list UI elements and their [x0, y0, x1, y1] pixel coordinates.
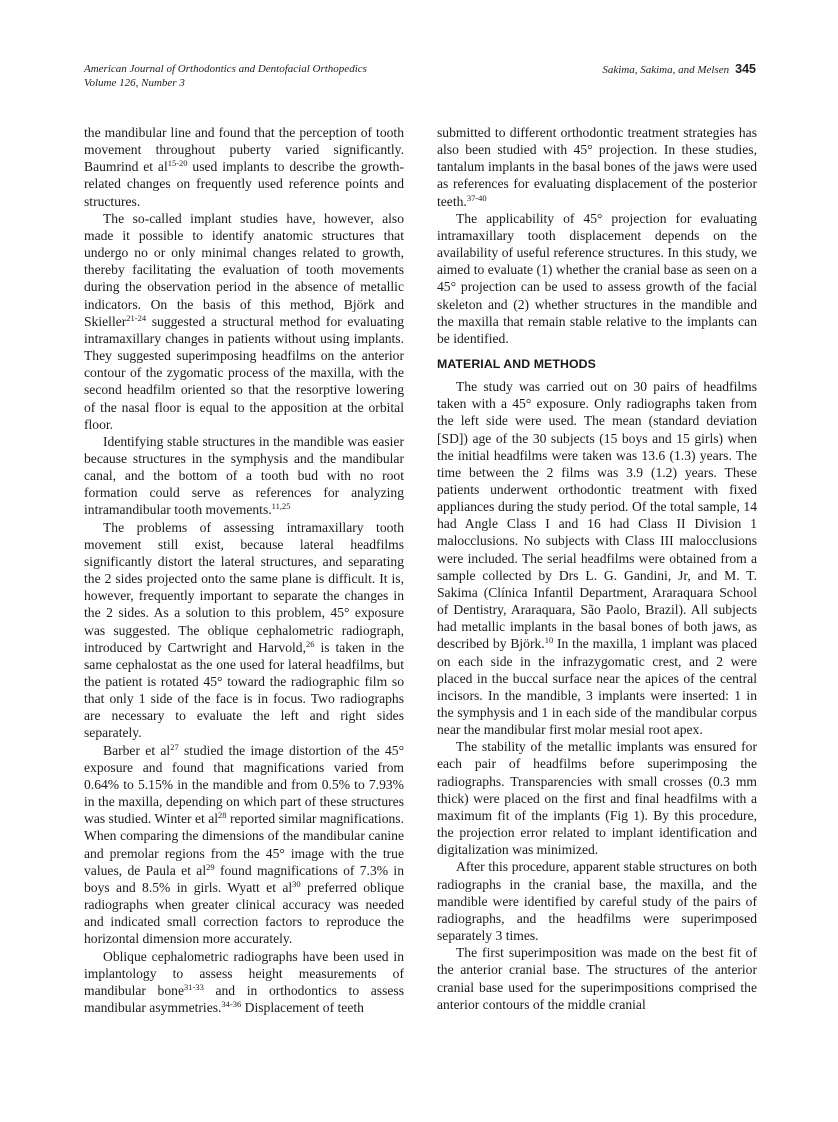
- paragraph: [437, 124, 757, 210]
- right-column: [437, 124, 757, 1013]
- page-number: 345: [735, 62, 756, 76]
- text-run: and in orthodontics to assess mandibular asymmetries.: [84, 982, 404, 1015]
- text-run: found magnifications of 7.3% in boys and 8.5% in girls. Wyatt et al: [84, 862, 404, 895]
- text-run: is taken in the same cephalostat as the one used for lateral headfilms, but the patient is rotated 45° toward the radiographic film so that only 1 side of the face is in focus. Two radiographs are necessary to evaluate the left and right sides separately.: [84, 639, 404, 741]
- paragraph: [437, 210, 757, 347]
- text-run: In the maxilla, 1 implant was placed on each side in the infrazygomatic crest, and 2 were placed in the buccal surface near the apices of the central incisors. In the mandible, 3 implants were inserted: 1 in the symphysis and 1 in each side of the mandibular corpus near the mandibular first molar mesial root apex.: [437, 636, 758, 738]
- text-run: The so-called implant studies have, however, also made it possible to identify anatomic structures that undergo no or only minimal changes related to growth, thereby facilitating the evaluation of tooth movements during the observation period in the absence of metallic indicators. On the basis of this method, Björk and Skieller: [84, 210, 404, 329]
- journal-volume: Volume 126, Number 3: [84, 77, 185, 89]
- citation: 37-40: [466, 192, 487, 203]
- text-run: reported similar magnifications. When comparing the dimensions of the mandibular canine and premolar regions from the 45° image with the true values, de Paula et al: [84, 811, 404, 878]
- text-run: preferred oblique radiographs when greater clinical accuracy was needed and indicated small correction factors to reproduce the horizontal dimension more accurately.: [84, 879, 405, 947]
- paragraph: [84, 124, 404, 210]
- citation: 26: [306, 638, 315, 649]
- journal-title: American Journal of Orthodontics and Dentofacial Orthopedics: [84, 63, 367, 75]
- citation: 15-20: [167, 158, 188, 169]
- text-run: The stability of the metallic implants was ensured for each pair of headfilms before superimposing the radiographs. Transparencies with small crosses (0.3 mm thick) were placed on the first and final headfilms with a maximum fit of the implants (Fig 1). By this procedure, the projection error related to implant identification and digitalization was minimized.: [437, 739, 757, 858]
- paragraph: [437, 738, 757, 858]
- left-column: [84, 124, 404, 1016]
- text-run: Displacement of teeth: [241, 999, 364, 1015]
- text-run: After this procedure, apparent stable structures on both radiographs in the cranial base, the maxilla, and the mandible were identified by careful study of the pairs of radiographs, and the headfilms were superimposed separately 3 times.: [437, 859, 757, 944]
- journal-info: [84, 62, 367, 90]
- paragraph: [84, 433, 404, 519]
- citation: 10: [544, 635, 554, 646]
- citation: 29: [206, 861, 215, 872]
- text-run: Identifying stable structures in the mandible was easier because structures in the symphysis and the mandibular canal, and the bottom of a tooth bud with no root formation could serve as references for analyzing intramandibular tooth movements.: [84, 433, 404, 518]
- text-run: studied the image distortion of the 45° exposure and found that magnifications varied from 0.64% to 5.15% in the mandible and from 0.5% to 7.93% in the maxilla, depending on which part of these structures was studied. Winter et al: [84, 742, 405, 827]
- paragraph: [84, 519, 404, 742]
- text-run: suggested a structural method for evaluating intramaxillary changes in patients without using implants. They suggested superimposing headfilms on the anterior contour of the zygomatic process of the maxilla, with the second headfilm oriented so that the resorptive lowering of the nasal floor is equal to the apposition at the orbital floor.: [84, 313, 404, 432]
- text-run: the mandibular line and found that the perception of tooth movement throughout puberty varied significantly. Baumrind et al: [84, 125, 404, 175]
- citation: 21-24: [126, 312, 147, 323]
- paragraph: [437, 378, 757, 738]
- paragraph: [84, 948, 404, 1017]
- text-run: used implants to describe the growth-related changes on frequently used reference points and structures.: [84, 159, 404, 209]
- text-run: The problems of assessing intramaxillary tooth movement still exist, because lateral headfilms significantly distort the lateral structures, and separating the 2 sides projected onto the same plane is difficult. It is, however, frequently important to separate the changes in the 2 sides. As a solution to this problem, 45° exposure was suggested. The oblique cephalometric radiograph, introduced by Cartwright and Harvold,: [84, 519, 404, 655]
- citation: 34-36: [221, 998, 242, 1009]
- text-run: The applicability of 45° projection for evaluating intramaxillary tooth displacement depends on the availability of useful reference structures. In this study, we aimed to evaluate (1) whether the cranial base as seen on a 45° projection can be used to assess growth of the facial skeleton and (2) whether structures in the mandible and the maxilla that remain stable relative to the implants can be identified.: [437, 210, 757, 346]
- paragraph: [437, 858, 757, 944]
- citation: 27: [170, 741, 179, 752]
- citation: 30: [292, 878, 301, 889]
- text-run: The study was carried out on 30 pairs of headfilms taken with a 45° exposure. Only radiographs taken from the left side were used. The mean (standard deviation [SD]) age of the 30 subjects (15 boys and 15 girls) when the initial headfilms were taken was 13.6 (1.3) years. The time between the 2 films was 3.9 (1.2) years. These patients underwent orthodontic treatment with fixed appliances during the study period. Of the total sample, 14 had Angle Class I and 16 had Class II Division 1 malocclusions. No subjects with Class III malocclusions were included. The serial headfilms were obtained from a sample collected by Drs L. G. Gandini, Jr, and M. T. Sakima (Clínica Infantil Department, Araraquara School of Dentistry, Araraquara, São Paolo, Brazil). All subjects had metallic implants in the basal bones of both jaws, as described by Björk.: [437, 379, 757, 652]
- paragraph: [437, 944, 757, 1013]
- text-run: submitted to different orthodontic treatment strategies has also been studied with 45° projection. In these studies, tantalum implants in the basal bones of the jaws were used as references for evaluating displacement of the posterior teeth.: [437, 125, 757, 209]
- citation: 28: [218, 810, 227, 821]
- section-heading: MATERIAL AND METHODS: [437, 357, 596, 372]
- paragraph: [84, 210, 404, 433]
- text-run: The first superimposition was made on the best fit of the anterior cranial base. The structures of the anterior cranial base used for the superimpositions comprised the anterior contours of the middle cranial: [437, 945, 757, 1012]
- citation: 31-33: [183, 981, 204, 992]
- text-run: Barber et al: [103, 742, 171, 758]
- author-page-info: [602, 62, 756, 77]
- text-run: Oblique cephalometric radiographs have been used in implantology to assess height measurements of mandibular bone: [84, 948, 404, 998]
- paragraph: [84, 742, 404, 948]
- citation: 11,25: [271, 501, 291, 512]
- running-authors: Sakima, Sakima, and Melsen: [602, 64, 730, 76]
